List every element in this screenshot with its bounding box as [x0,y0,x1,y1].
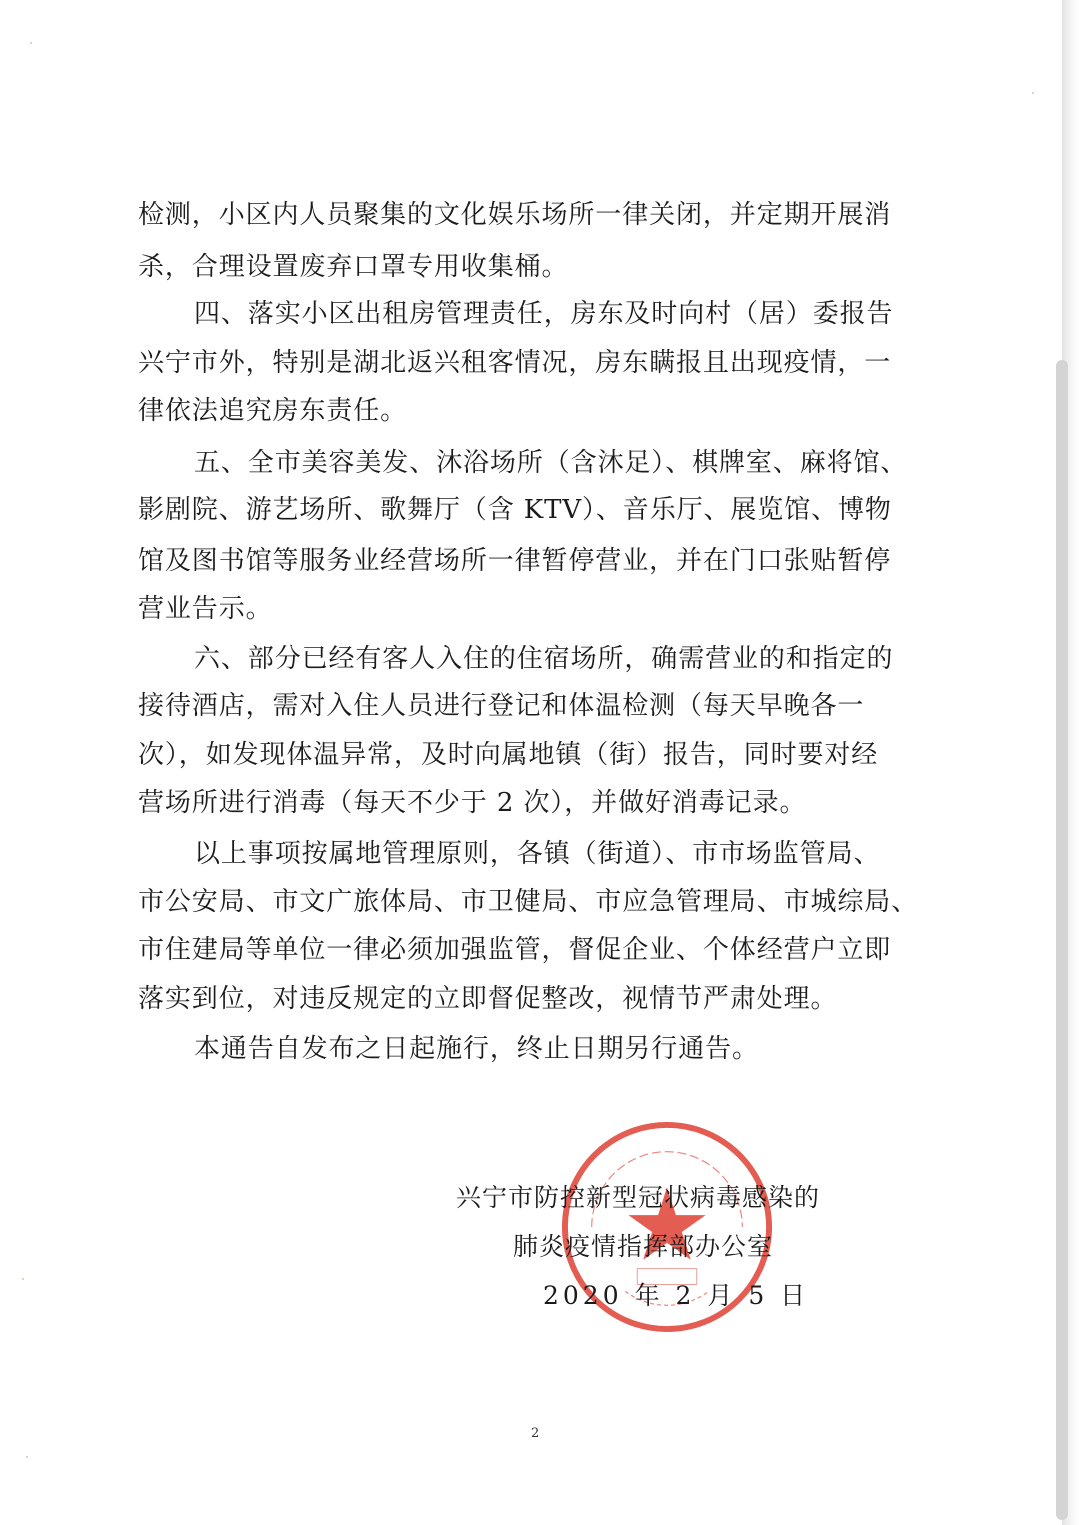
body-line: 本通告自发布之日起施行，终止日期另行通告。 [194,1034,759,1064]
body-line: 馆及图书馆等服务业经营场所一律暂停营业，并在门口张贴暂停 [138,546,892,576]
body-line: 接待酒店，需对入住人员进行登记和体温检测（每天早晚各一 [138,691,865,721]
issuer-line-2: 肺炎疫情指挥部办公室 [513,1232,774,1261]
issuer-line-1: 兴宁市防控新型冠状病毒感染的 [456,1183,821,1212]
body-line: 检测，小区内人员聚集的文化娱乐场所一律关闭，并定期开展消 [138,200,892,230]
body-line: 四、落实小区出租房管理责任，房东及时向村（居）委报告 [194,299,894,329]
vertical-scrollbar[interactable] [1056,360,1068,1520]
body-line: 营业告示。 [138,594,273,624]
body-line: 兴宁市外，特别是湖北返兴租客情况，房东瞒报且出现疫情，一 [138,348,892,378]
body-line: 次），如发现体温异常，及时向属地镇（街）报告，同时要对经 [138,740,879,770]
body-line: 杀，合理设置废弃口罩专用收集桶。 [138,252,569,282]
body-line: 市公安局、市文广旅体局、市卫健局、市应急管理局、市城综局、 [138,887,919,917]
body-line: 市住建局等单位一律必须加强监管，督促企业、个体经营户立即 [138,935,892,965]
body-line: 营场所进行消毒（每天不少于 2 次），并做好消毒记录。 [138,788,807,818]
body-line: 影剧院、游艺场所、歌舞厅（含 KTV）、音乐厅、展览馆、博物 [138,495,892,525]
body-line: 落实到位，对违反规定的立即督促整改，视情节严肃处理。 [138,984,838,1014]
page-number: 2 [531,1426,540,1441]
body-line: 以上事项按属地管理原则，各镇（街道）、市市场监管局、 [194,839,881,869]
body-line: 五、全市美容美发、沐浴场所（含沐足）、棋牌室、麻将馆、 [194,448,908,478]
issue-date: 2020 年 2 月 5 日 [543,1281,810,1310]
body-line: 律依法追究房东责任。 [138,396,408,426]
body-line: 六、部分已经有客人入住的住宿场所，确需营业的和指定的 [194,644,894,674]
